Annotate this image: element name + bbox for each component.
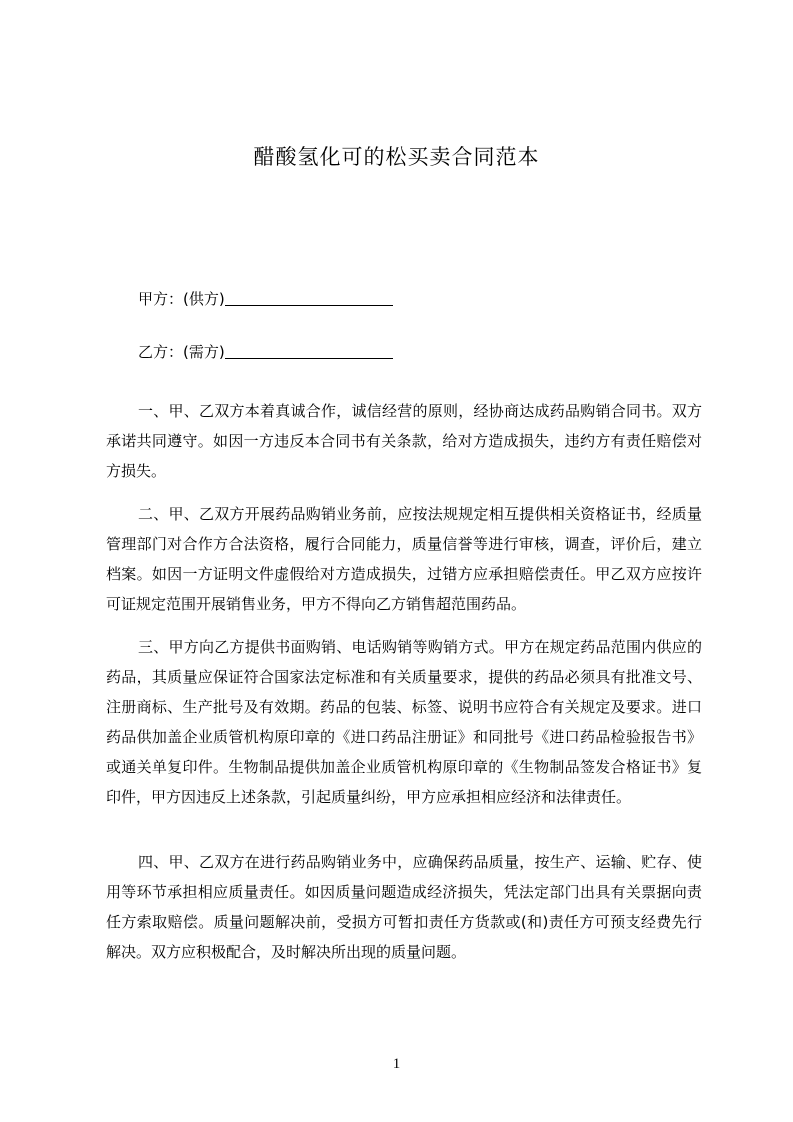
document-title: 醋酸氢化可的松买卖合同范本 — [253, 145, 540, 169]
party-a-label: 甲方：(供方) — [138, 290, 225, 308]
party-a-line — [138, 289, 393, 309]
page-number: 1 — [392, 1056, 401, 1072]
party-b-label: 乙方：(需方) — [138, 343, 225, 361]
party-b-line — [138, 342, 393, 362]
clause-3: 三、甲方向乙方提供书面购销、电话购销等购销方式。甲方在规定药品范围内供应的药品，其质量应保证符合国家法定标准和有关质量要求，提供的药品必须具有批准文号、注册商标、生产批号及有效期。药品的包装、标签、说明书应符合有关规定及要求。进口药品供加盖企业质管机构原印章的《进口药品注册证》和同批号《进口药品检验报告书》或通关单复印件。生物制品提供加盖企业质管机构原印章的《生物制品签发合格证书》复印件，甲方因违反上述条款，引起质量纠纷，甲方应承担相应经济和法律责任。 — [106, 638, 702, 806]
clause-2: 二、甲、乙双方开展药品购销业务前，应按法规规定相互提供相关资格证书，经质量管理部门对合作方合法资格，履行合同能力，质量信誉等进行审核，调查，评价后，建立档案。如因一方证明文件虚假给对方造成损失，过错方应承担赔偿责任。甲乙双方应按许可证规定范围开展销售业务，甲方不得向乙方销售超范围药品。 — [106, 505, 702, 613]
clause-4: 四、甲、乙双方在进行药品购销业务中，应确保药品质量，按生产、运输、贮存、使用等环节承担相应质量责任。如因质量问题造成经济损失，凭法定部门出具有关票据向责任方索取赔偿。质量问题解决前，受损方可暂扣责任方货款或(和)责任方可预支经费先行解决。双方应积极配合，及时解决所出现的质量问题。 — [106, 853, 702, 961]
clause-1: 一、甲、乙双方本着真诚合作，诚信经营的原则，经协商达成药品购销合同书。双方承诺共同遵守。如因一方违反本合同书有关条款，给对方造成损失，违约方有责任赔偿对方损失。 — [106, 402, 702, 480]
party-b-blank — [225, 343, 393, 359]
party-a-blank — [225, 290, 393, 306]
